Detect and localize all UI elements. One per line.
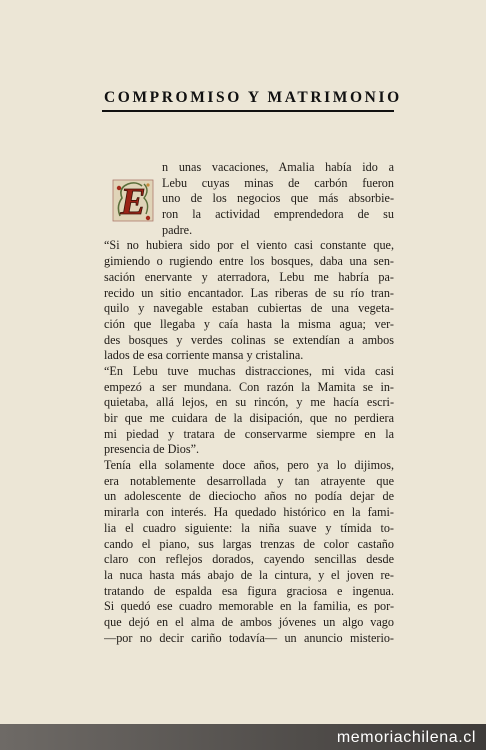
paragraph [104, 238, 394, 364]
watermark-text: memoriachilena.cl [336, 729, 476, 746]
text-line: era notablemente desarrollada y tan atrayente que [104, 473, 394, 488]
text-line: ron la actividad emprendedora de su [162, 207, 394, 222]
title-rule [102, 110, 394, 112]
text-line: recido un sitio encantador. Las riberas de su río tran- [104, 285, 394, 300]
text-line: empezó a ser mundana. Con razón la Mamita se in- [104, 379, 394, 394]
chapter-title: COMPROMISO Y MATRIMONIO [104, 89, 402, 106]
text-line: quilo y navegable estaban cubiertas de una vegeta- [104, 301, 394, 316]
text-line: gimiendo o rugiendo entre los bosques, daba una sen- [104, 254, 394, 269]
text-line: la nuca hasta más abajo de la cintura, y el joven re- [104, 567, 394, 582]
text-line: Si quedó ese cuadro memorable en la familia, es por- [104, 599, 394, 614]
paragraph [104, 458, 394, 646]
text-line: cando el piano, sus largas trenzas de color castaño [104, 536, 394, 551]
text-line: “Si no hubiera sido por el viento casi constante que, [104, 238, 394, 253]
text-line: bir que me cuidara de la disipación, que no perdiera [104, 411, 394, 425]
text-line: quietaba, allá lejos, en su rincón, y me hacía escri- [104, 395, 394, 410]
text-line: des bosques y verdes colinas se extendían a ambos [104, 332, 394, 347]
text-line: un adolescente de dieciocho años no podía dejar de [104, 489, 394, 504]
paragraph [104, 160, 394, 238]
text-line: lados de esa corriente mansa y cristalina. [104, 348, 304, 363]
text-line: claro con reflejos dorados, cayendo sencillas desde [104, 552, 394, 567]
text-line: n unas vacaciones, Amalia había ido a [162, 160, 394, 174]
dropcap-letter: E [120, 181, 146, 223]
text-line: “En Lebu tuve muchas distracciones, mi vida casi [104, 363, 394, 378]
text-line: que dejó en el alma de ambos jóvenes un algo vago [104, 614, 394, 629]
text-line: mirarla con interés. Ha quedado histórico en la fami- [104, 505, 394, 520]
text-line: sación enervante y aterradora, Lebu me habría pa- [104, 269, 394, 284]
text-line: mi piedad y tratara de conservarme siempre en la [104, 426, 394, 441]
paragraph [104, 364, 394, 458]
text-line: —por no decir cariño todavía— un anuncio misterio- [104, 630, 394, 645]
text-line: uno de los negocios que más absorbie- [162, 191, 394, 206]
text-line: Tenía ella solamente doce años, pero ya lo dijimos, [104, 458, 394, 473]
text-line: tratando de espalda esa figura graciosa e ingenua. [104, 583, 394, 598]
text-line: presencia de Dios”. [104, 442, 200, 457]
text-line: Lebu cuyas minas de carbón fueron [162, 175, 394, 190]
text-line: padre. [162, 222, 193, 237]
text-line: ción que llegaba y caía hasta la misma agua; ver- [104, 316, 394, 331]
body-text [104, 160, 394, 646]
text-line: lia el cuadro siguiente: la niña suave y tímida to- [104, 520, 394, 535]
